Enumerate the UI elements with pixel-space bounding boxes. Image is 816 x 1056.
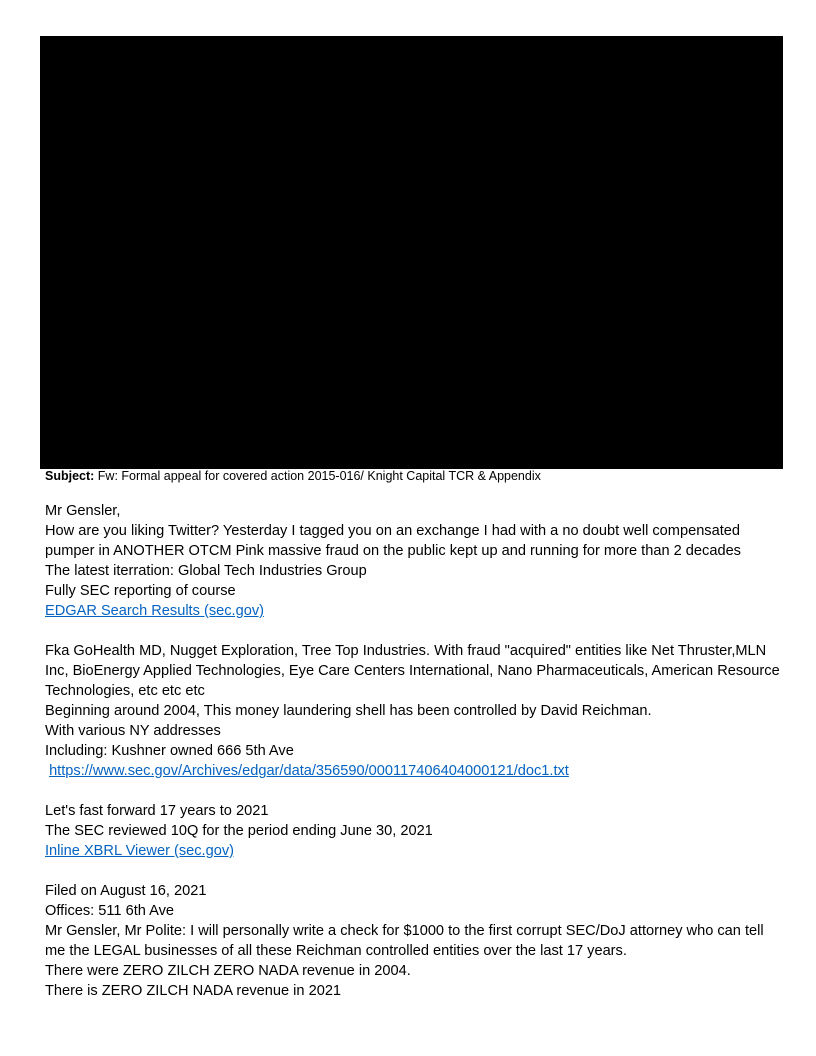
email-body	[45, 469, 780, 1001]
subject-label: Subject:	[45, 469, 95, 483]
paragraph-kushner: Including: Kushner owned 666 5th Ave	[45, 743, 294, 759]
paragraph-twitter: How are you liking Twitter? Yesterday I tagged you on an exchange I had with a no doubt well compensated pumper in ANOTHER OTCM Pink massive fraud on the public kept up and running for more than 2 decades	[45, 523, 741, 559]
paragraph-reporting: Fully SEC reporting of course	[45, 583, 236, 599]
paragraph-filed: Filed on August 16, 2021	[45, 883, 207, 899]
paragraph-fka: Fka GoHealth MD, Nugget Exploration, Tree Top Industries. With fraud "acquired" entities like Net Thruster,MLN Inc, BioEnergy Applied Technologies, Eye Care Centers International, Nano Pharmaceuticals, American Resource Technologies, etc etc etc	[45, 643, 780, 699]
paragraph-10q: The SEC reviewed 10Q for the period ending June 30, 2021	[45, 823, 433, 839]
edgar-search-link[interactable]: EDGAR Search Results (sec.gov)	[45, 603, 264, 619]
paragraph-iteration: The latest iterration: Global Tech Industries Group	[45, 563, 367, 579]
paragraph-2021: There is ZERO ZILCH NADA revenue in 2021	[45, 983, 342, 999]
subject-line	[45, 469, 780, 484]
subject-text: Fw: Formal appeal for covered action 2015-016/ Knight Capital TCR & Appendix	[97, 469, 541, 483]
redaction-block	[40, 36, 783, 469]
xbrl-viewer-link[interactable]: Inline XBRL Viewer (sec.gov)	[45, 843, 234, 859]
paragraph-offices: Offices: 511 6th Ave	[45, 903, 174, 919]
paragraph-fast-forward: Let's fast forward 17 years to 2021	[45, 803, 269, 819]
paragraph-check: Mr Gensler, Mr Polite: I will personally write a check for $1000 to the first corrupt SEC/DoJ attorney who can tell me the LEGAL businesses of all these Reichman controlled entities over the last 17 years.	[45, 923, 764, 959]
paragraph-addresses: With various NY addresses	[45, 723, 221, 739]
greeting: Mr Gensler,	[45, 503, 121, 519]
sec-archive-link[interactable]: https://www.sec.gov/Archives/edgar/data/356590/000117406404000121/doc1.txt	[49, 763, 569, 779]
paragraph-reichman: Beginning around 2004, This money laundering shell has been controlled by David Reichman.	[45, 703, 652, 719]
paragraph-2004: There were ZERO ZILCH ZERO NADA revenue in 2004.	[45, 963, 411, 979]
